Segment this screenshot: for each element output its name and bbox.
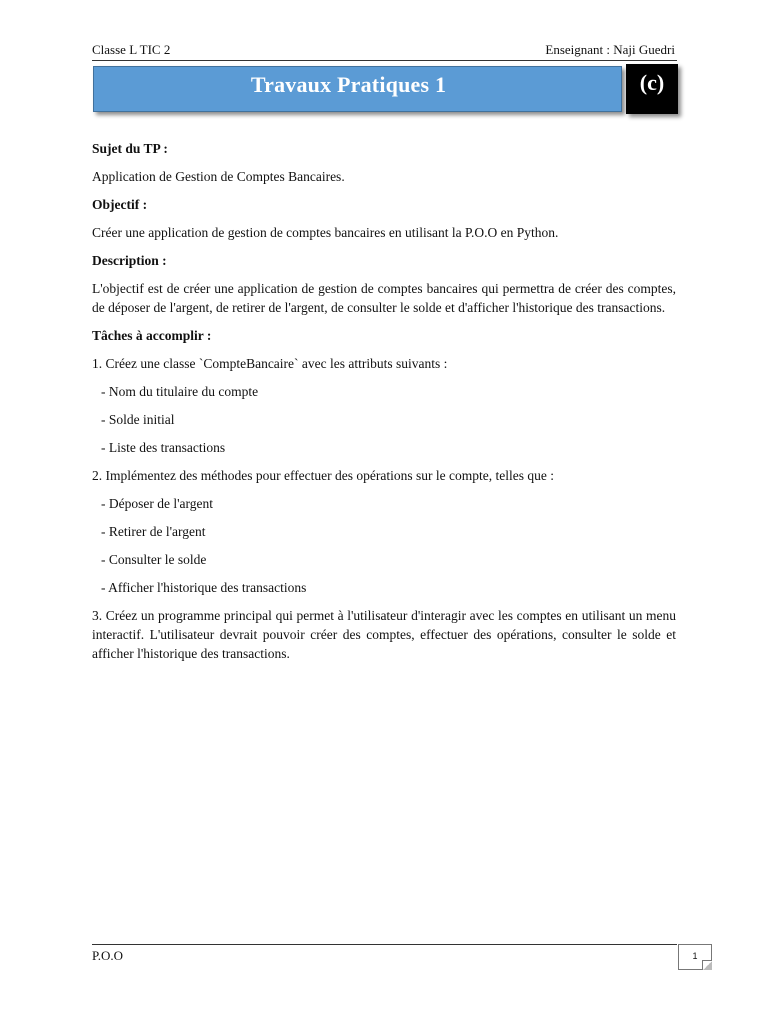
task-1: 1. Créez une classe `CompteBancaire` avec les attributs suivants : bbox=[92, 356, 448, 371]
task-2-item: - Consulter le solde bbox=[101, 552, 207, 567]
footer-rule bbox=[92, 944, 677, 945]
page-number: 1 bbox=[692, 951, 698, 961]
title-tag-box bbox=[626, 64, 678, 114]
header-class: Classe L TIC 2 bbox=[92, 42, 171, 57]
page-number-box bbox=[678, 944, 712, 970]
objectif-text: Créer une application de gestion de comptes bancaires en utilisant la P.O.O en Python. bbox=[92, 225, 559, 240]
task-1-item: - Liste des transactions bbox=[101, 440, 226, 455]
task-2-item: - Déposer de l'argent bbox=[101, 496, 214, 511]
description-heading: Description : bbox=[92, 253, 167, 268]
description-text: L'objectif est de créer une application de gestion de comptes bancaires qui permettra de créer des comptes, de déposer de l'argent, de retirer de l'argent, de consulter le solde et d'afficher l'historique des transactions. bbox=[92, 281, 676, 315]
title-banner bbox=[93, 66, 622, 112]
header-teacher: Enseignant : Naji Guedri bbox=[545, 42, 675, 57]
page-title: Travaux Pratiques 1 bbox=[250, 72, 447, 97]
header-rule bbox=[92, 60, 677, 61]
objectif-heading: Objectif : bbox=[92, 197, 148, 212]
task-2-item: - Retirer de l'argent bbox=[101, 524, 206, 539]
page-fold-icon bbox=[702, 960, 712, 970]
document-body bbox=[92, 139, 676, 672]
taches-heading: Tâches à accomplir : bbox=[92, 328, 212, 343]
task-1-item: - Nom du titulaire du compte bbox=[101, 384, 259, 399]
sujet-text: Application de Gestion de Comptes Bancaires. bbox=[92, 169, 345, 184]
title-tag: (c) bbox=[639, 70, 665, 95]
sujet-heading: Sujet du TP : bbox=[92, 141, 168, 156]
task-2: 2. Implémentez des méthodes pour effectuer des opérations sur le compte, telles que : bbox=[92, 468, 554, 483]
task-3: 3. Créez un programme principal qui permet à l'utilisateur d'interagir avec les comptes en utilisant un menu interactif. L'utilisateur devrait pouvoir créer des comptes, effectuer des opérations, consulter le solde et afficher l'historique des transactions. bbox=[92, 608, 676, 661]
footer-course: P.O.O bbox=[92, 948, 124, 963]
task-2-item: - Afficher l'historique des transactions bbox=[101, 580, 307, 595]
task-1-item: - Solde initial bbox=[101, 412, 175, 427]
